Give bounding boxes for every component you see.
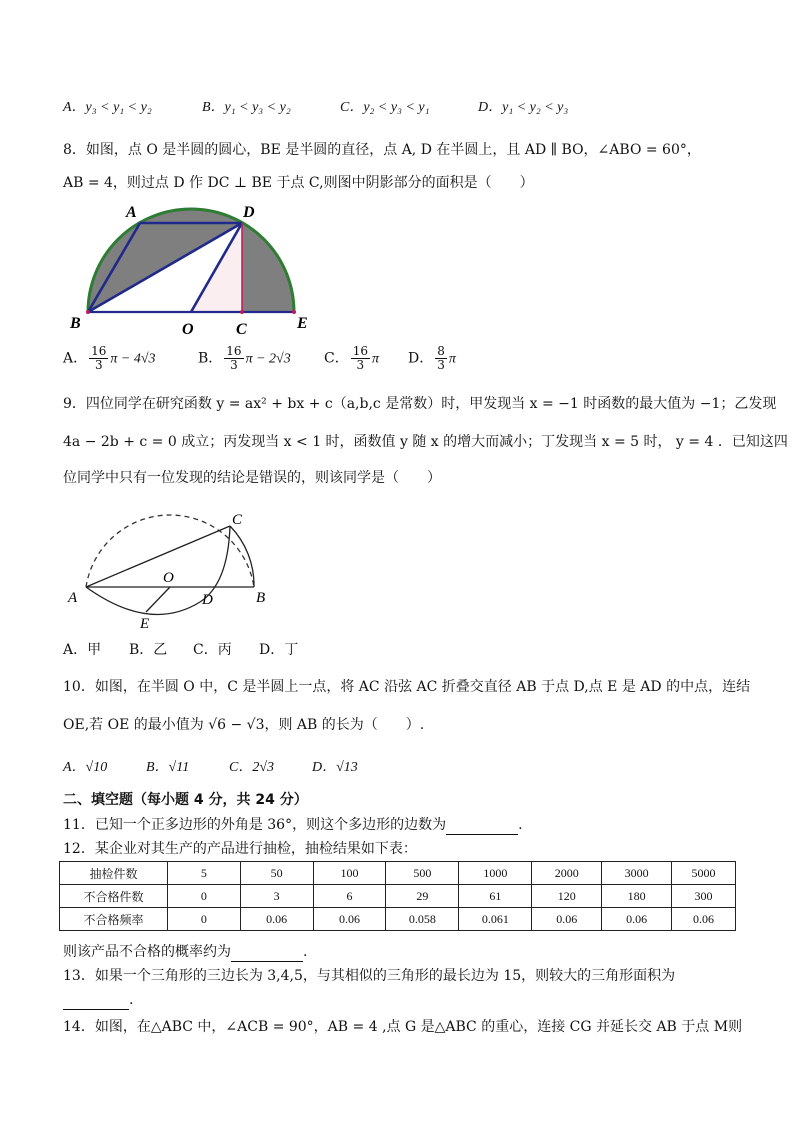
q9fig-label-o: O	[163, 570, 174, 586]
q9fig-label-c: C	[232, 512, 243, 528]
q9-option-a: A．甲	[63, 642, 102, 658]
table-cell: 5000	[672, 862, 736, 885]
q8-stem-line2: AB = 4，则过点 D 作 DC ⊥ BE 于点 C,则图中阴影部分的面积是（ ）	[63, 175, 534, 191]
q7-option-b: B．y₁ < y₃ < y₂	[202, 100, 291, 115]
table-cell: 3000	[602, 862, 672, 885]
table-cell: 100	[313, 862, 386, 885]
q7-option-c: C．y₂ < y₃ < y₁	[340, 100, 430, 115]
q11-answer-blank[interactable]	[446, 820, 518, 835]
section-title-fill-in: 二、填空题（每小题 4 分，共 24 分）	[63, 792, 308, 808]
table-cell: 180	[602, 885, 672, 908]
q9fig-label-e: E	[140, 616, 150, 632]
table-row	[60, 862, 736, 885]
q7-option-d: D．y₁ < y₂ < y₃	[478, 100, 569, 115]
q9fig-label-b: B	[256, 590, 266, 606]
q8-semicircle-figure	[60, 196, 320, 341]
q12-question: 则该产品不合格的概率约为 .	[63, 944, 308, 960]
q10-option-d: D．√13	[312, 760, 358, 775]
table-cell: 300	[672, 885, 736, 908]
q8-label-e: E	[297, 315, 308, 332]
table-cell: 0.06	[672, 908, 736, 931]
q9fig-label-a: A	[68, 590, 78, 606]
q10-option-c: C．2√3	[229, 760, 275, 775]
q8-option-c: C． $\frac{16}{3}$ π	[324, 344, 380, 372]
q8-label-a: A	[126, 204, 137, 221]
q8-label-o: O	[182, 321, 194, 338]
table-row-header: 不合格频率	[60, 908, 168, 931]
q8-option-b: B． $\frac{16}{3}$ π − 2√3	[198, 344, 291, 372]
q13-stem: 13．如果一个三角形的三边长为 3,4,5，与其相似的三角形的最长边为 15，则较大的三角形面积为	[63, 968, 676, 984]
table-cell: 1000	[459, 862, 532, 885]
q8-label-d: D	[243, 204, 255, 221]
table-cell: 120	[532, 885, 602, 908]
table-cell: 0	[167, 885, 240, 908]
q8-option-d: D． $\frac{8}{3}$ π	[408, 344, 456, 372]
q13-answer-blank[interactable]	[63, 995, 129, 1010]
q10-option-a: A．√10	[63, 760, 108, 775]
q9-stem-line1: 9．四位同学在研究函数 y = ax² + bx + c（a,b,c 是常数）时，甲发现当 x = −1 时函数的最大值为 −1；乙发现	[63, 396, 777, 412]
q8-label-c: C	[236, 321, 247, 338]
table-row-header: 抽检件数	[60, 862, 168, 885]
table-row	[60, 908, 736, 931]
q10-stem-line2: OE,若 OE 的最小值为 √6 − √3，则 AB 的长为（ ）.	[63, 717, 425, 733]
q9-option-d: D．丁	[259, 642, 299, 658]
table-cell: 61	[459, 885, 532, 908]
table-cell: 500	[386, 862, 459, 885]
q10-folded-semicircle-figure	[60, 498, 280, 636]
table-cell: 3	[240, 885, 313, 908]
table-cell: 2000	[532, 862, 602, 885]
q12-stem: 12．某企业对其生产的产品进行抽检，抽检结果如下表：	[63, 841, 417, 857]
q13-answer: .	[63, 990, 133, 1010]
table-row	[60, 885, 736, 908]
q14-stem: 14．如图，在△ABC 中，∠ACB = 90°，AB = 4 ,点 G 是△ABC 的重心，连接 CG 并延长交 AB 于点 M则	[63, 1019, 743, 1035]
q9-stem-line2: 4a − 2b + c = 0 成立；丙发现当 x < 1 时，函数值 y 随 x 的增大而减小；丁发现当 x = 5 时， y = 4 ．已知这四	[63, 434, 788, 450]
table-cell: 0	[167, 908, 240, 931]
table-cell: 0.06	[602, 908, 672, 931]
table-cell: 0.061	[459, 908, 532, 931]
q9-stem-line3: 位同学中只有一位发现的结论是错误的，则该同学是（ ）	[63, 470, 441, 486]
q9-option-c: C．丙	[193, 642, 232, 658]
table-cell: 50	[240, 862, 313, 885]
table-cell: 29	[386, 885, 459, 908]
q12-answer-blank[interactable]	[231, 947, 303, 962]
q11-stem: 11．已知一个正多边形的外角是 36°，则这个多边形的边数为 .	[63, 817, 523, 833]
table-row-header: 不合格件数	[60, 885, 168, 908]
q7-option-a: A．y₃ < y₁ < y₂	[63, 100, 152, 115]
table-cell: 0.058	[386, 908, 459, 931]
q9-option-b: B．乙	[129, 642, 168, 658]
q10-stem-line1: 10．如图，在半圆 O 中，C 是半圆上一点，将 AC 沿弦 AC 折叠交直径 AB 于点 D,点 E 是 AD 的中点，连结	[63, 679, 751, 695]
q8-option-a: A． $\frac{16}{3}$ π − 4√3	[63, 344, 156, 372]
table-cell: 0.06	[313, 908, 386, 931]
table-cell: 0.06	[240, 908, 313, 931]
q8-label-b: B	[70, 315, 81, 332]
q10-option-b: B．√11	[146, 760, 190, 775]
q8-stem-line1: 8．如图，点 O 是半圆的圆心，BE 是半圆的直径，点 A, D 在半圆上，且 AD ∥ BO，∠ABO = 60°，	[63, 142, 701, 158]
table-cell: 0.06	[532, 908, 602, 931]
q9fig-label-d: D	[202, 592, 213, 608]
table-cell: 6	[313, 885, 386, 908]
q12-sampling-table	[59, 861, 736, 931]
table-cell: 5	[167, 862, 240, 885]
